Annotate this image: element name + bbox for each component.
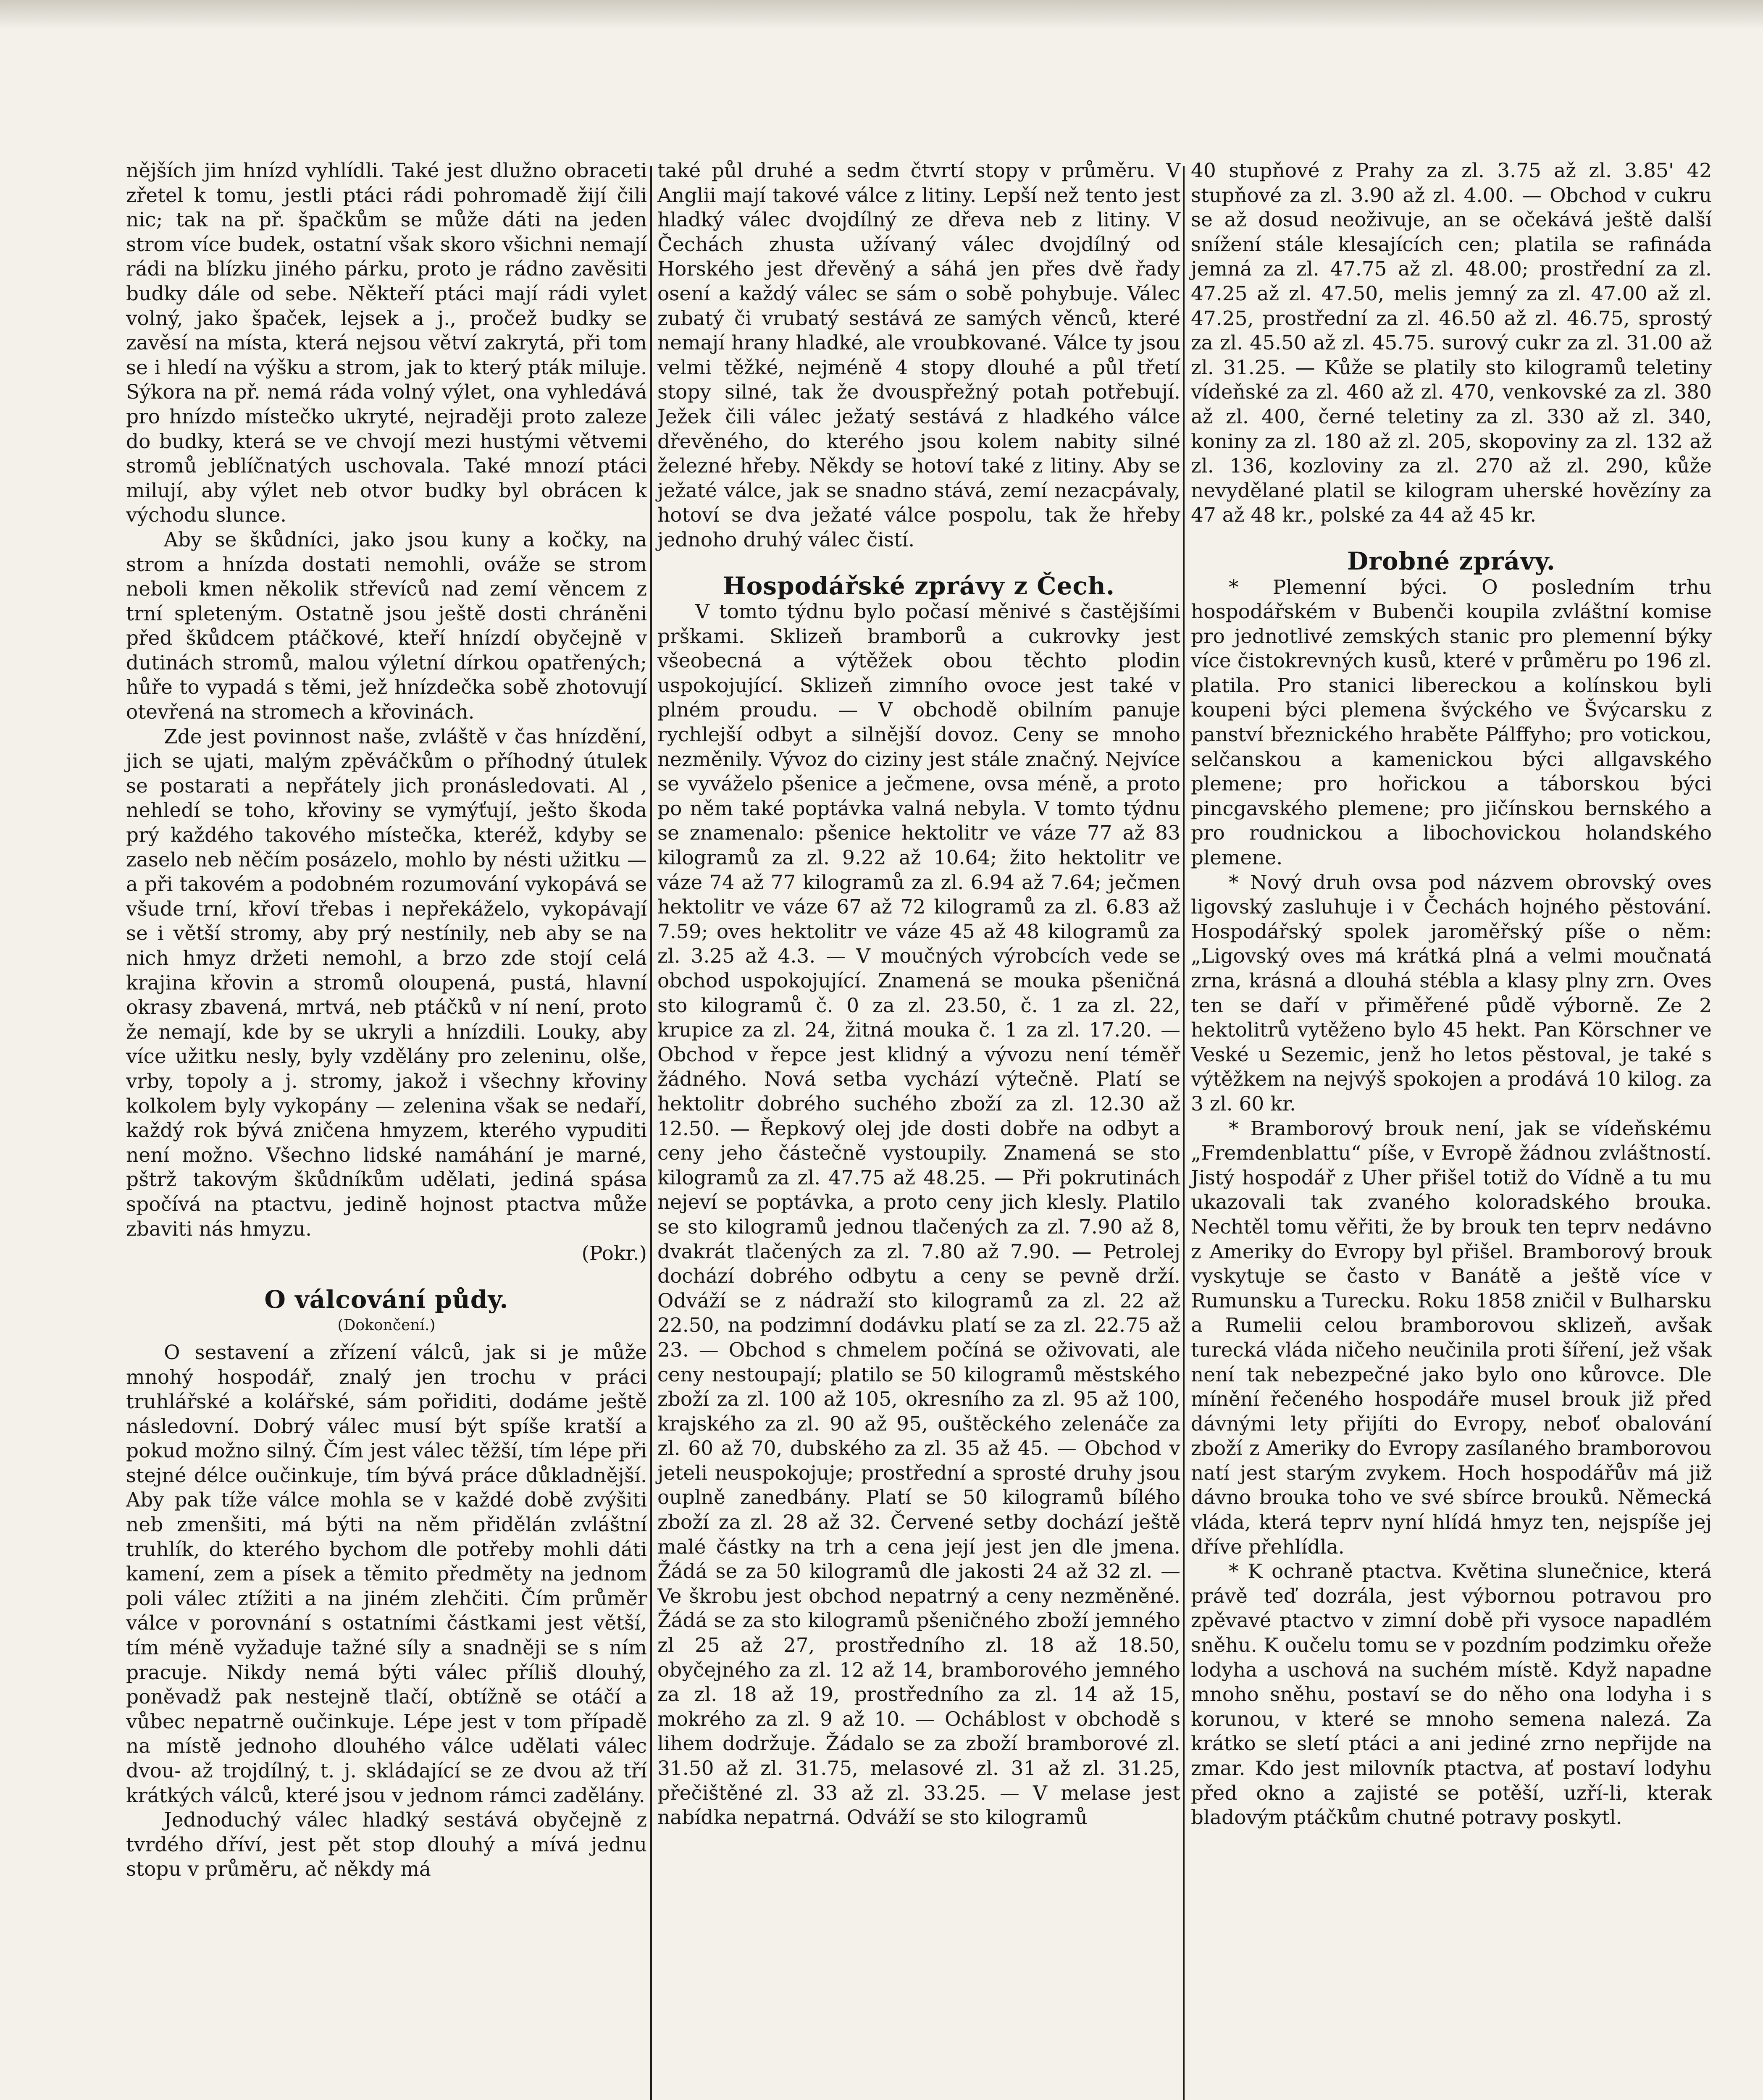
column-divider-2: [1183, 166, 1185, 2100]
continued-note: (Pokr.): [581, 1242, 647, 1265]
article-heading: O válcování půdy.: [264, 1285, 509, 1314]
paragraph: O sestavení a zřízení válců, jak si je může mnohý hospodář, znalý jen trochu v práci truhlářské a kolářské, sám pořiditi, dodáme ještě následovní. Dobrý válec musí být spíše kratší a pokud možno silný. Čím jest válec těžší, tím lépe při stejné délce oučinkuje, tím bývá práce důkladnější. Aby pak tíže válce mohla se v každé době zvýšiti neb zmenšiti, má býti na něm přidělán zvláštní truhlík, do kterého bychom dle potřeby mohli dáti kamení, zem a písek a těmito předměty na jednom poli válec ztížiti a na jiném zlehčiti. Čím průměr válce v porovnání s ostatními částkami jest větší, tím méně vyžaduje tažné síly a snadněji se s ním pracuje. Nikdy nemá býti válec příliš dlouhý, poněvadž pak nestejně tlačí, obtížně se otáčí a vůbec nepatrně oučinkuje. Lépe jest v tom případě na místě jednoho dlouhého válce udělati válec dvou- až trojdílný, t. j. skládající se ze dvou až tří krátkých válců, které jsou v jednom rámci zadělány.: [126, 1341, 647, 1807]
paragraph: Jednoduchý válec hladký sestává obyčejně z tvrdého dříví, jest pět stop dlouhý a mívá jednu stopu v průměru, ač někdy má: [126, 1809, 647, 1881]
paragraph: V tomto týdnu bylo počasí měnivé s častějšími prškami. Sklizeň bramborů a cukrovky jest všeobecná a výtěžek obou těchto plodin uspokojující. Sklizeň zimního ovoce jest také v plném proudu. — V obchodě obilním panuje rychlejší odbyt a silnější dovoz. Ceny se mnoho nezměnily. Vývoz do ciziny jest stále značný. Nejvíce se vyváželo pšenice a ječmene, ovsa méně, a proto po něm také poptávka valná nebyla. V tomto týdnu se znamenalo: pšenice hektolitr ve váze 77 až 83 kilogramů za zl. 9.22 až 10.64; žito hektolitr ve váze 74 až 77 kilogramů za zl. 6.94 až 7.64; ječmen hektolitr ve váze 67 až 72 kilogramů za zl. 6.83 až 7.59; oves hektolitr ve váze 45 až 48 kilogramů za zl. 3.25 až 4.3. — V moučných výrobcích vede se obchod uspokojující. Znamená se mouka pšeničná sto kilogramů č. 0 za zl. 23.50, č. 1 za zl. 22, krupice za zl. 24, žitná mouka č. 1 za zl. 17.20. — Obchod v řepce jest klidný a vývozu není téměř žádného. Nová setba vychází výtečně. Platí se hektolitr dobrého suchého zboží za zl. 12.30 až 12.50. — Řepkový olej jde dosti dobře na odbyt a ceny jeho částečně vystoupily. Znamená se sto kilogramů za zl. 47.75 až 48.25. — Při pokrutinách nejeví se poptávka, a proto ceny jich klesly. Platilo se sto kilogramů jednou tlačených za zl. 7.90 až 8, dvakrát tlačených za zl. 7.80 až 7.90. — Petrolej dochází dobrého odbytu a ceny se pevně drží. Odváží se z nádraží sto kilogramů za zl. 22 až 22.50, na podzimní dodávku platí se za zl. 22.75 až 23. — Obchod s chmelem počíná se oživovati, ale ceny nestoupají; platilo se 50 kilogramů městského zboží za zl. 100 až 105, okresního za zl. 95 až 100, krajského za zl. 90 až 95, ouštěckého zelenáče za zl. 60 až 70, dubského za zl. 35 až 45. — Obchod v jeteli neuspokojuje; prostřední a sprosté druhy jsou ouplně zanedbány. Platí se 50 kilogramů bílého zboží za zl. 28 až 32. Červené setby dochází ještě malé částky na trh a cena její jest jen dle jmena. Žádá se za 50 kilogramů dle jakosti 24 až 32 zl. — Ve škrobu jest obchod nepatrný a ceny nezměněné. Žádá se za sto kilogramů pšeničného zboží jemného zl 25 až 27, prostředního zl. 18 až 18.50, obyčejného za zl. 12 až 14, bramborového jemného za zl. 18 až 19, prostředního za zl. 14 až 15, mokrého za zl. 9 až 10. — Ocháblost v obchodě s lihem dodržuje. Žádalo se za zboží bramborové zl. 31.50 až zl. 31.75, melasové zl. 31 až zl. 31.25, přečištěné zl. 33 až zl. 33.25. — V melase jest nabídka nepatrná. Odváží se sto kilogramů: [657, 600, 1180, 1830]
paragraph: * Plemenní býci. O posledním trhu hospodářském v Bubenči koupila zvláštní komise pro jednotlivé zemských stanic pro plemenní býky více čistokrevných kusů, které v průměru po 196 zl. platila. Pro stanici libereckou a kolínskou byli koupeni býci plemena švýckého ve Švýcarsku z panství březnického hraběte Pálffyho; pro votickou, selčanskou a kamenickou býci allgavského plemene; pro hořickou a táborskou býci pincgavského plemene; pro jičínskou bernského a pro roudnickou a libochovickou holandského plemene.: [1191, 575, 1712, 870]
paragraph: nějších jim hnízd vyhlídli. Také jest dlužno obraceti zřetel k tomu, jestli ptáci rádi pohromadě žijí čili nic; tak na př. špačkům se může dáti na jeden strom více budek, ostatní však skoro všichni nemají rádi na blízku jiného párku, proto je rádno zavěsiti budky dále od sebe. Někteří ptáci mají rádi vylet volný, jako špaček, lejsek a j., pročež budky se zavěsí na místa, která nejsou větví zakrytá, při tom se i hledí na výšku a strom, jak to který pták miluje. Sýkora na př. nemá ráda volný výlet, ona vyhledává pro hnízdo místečko ukryté, nejraději proto zaleze do budky, která se ve chvojí mezi hustými větvemi stromů jeblíčnatých uschovala. Také mnozí ptáci milují, aby výlet neb otvor budky byl obrácen k východu slunce.: [126, 159, 647, 527]
article-subheading: (Dokončení.): [337, 1317, 436, 1334]
article-heading: Drobné zprávy.: [1347, 546, 1555, 575]
paragraph: Aby se škůdníci, jako jsou kuny a kočky, na strom a hnízda dostati nemohli, ováže se strom neboli kmen několik střevíců nad zemí věncem z trní spleteným. Ostatně jsou ještě dosti chráněni před škůdcem ptáčkové, kteří hnízdí obyčejně v dutinách stromů, malou výletní dírkou opatřených; hůře to vypadá s těmi, jež hnízdečka sobě zhotovují otevřená na stromech a křovinách.: [126, 528, 647, 724]
article-heading: Hospodářské zprávy z Čech.: [723, 571, 1115, 600]
column-3: [1191, 159, 1712, 1830]
paragraph: také půl druhé a sedm čtvrtí stopy v průměru. V Anglii mají takové válce z litiny. Lepší než tento jest hladký válec dvojdílný ze dřeva neb z litiny. V Čechách zhusta užívaný válec dvojdílný od Horského jest dřevěný a sáhá jen přes dvě řady osení a každý válec se sám o sobě pohybuje. Válec zubatý či vrubatý sestává ze samých věnců, které nemají hrany hladké, ale vroubkované. Válce ty jsou velmi těžké, nejméně 4 stopy dlouhé a půl třetí stopy silné, tak že dvouspřežný potah potřebují. Ježek čili válec ježatý sestává z hladkého válce dřevěného, do kterého jsou kolem nabity silné železné hřeby. Někdy se hotoví také z litiny. Aby se ježaté válce, jak se snadno stává, zemí nezacpávaly, hotoví se dva ježaté válce pospolu, tak že hřeby jednoho druhý válec čistí.: [657, 159, 1180, 551]
page-edge: [0, 0, 1763, 29]
column-2: [657, 159, 1180, 1830]
paragraph: 40 stupňové z Prahy za zl. 3.75 až zl. 3.85' 42 stupňové za zl. 3.90 až zl. 4.00. — Obchod v cukru se až dosud neoživuje, an se očekává ještě další snížení stále klesajících cen; platila se rafináda jemná za zl. 47.75 až zl. 48.00; prostřední za zl. 47.25 až zl. 47.50, melis jemný za zl. 47.00 až zl. 47.25, prostřední za zl. 46.50 až zl. 46.75, sprostý za zl. 45.50 až zl. 45.75. surový cukr za zl. 31.00 až zl. 31.25. — Kůže se platily sto kilogramů teletiny vídeňské za zl. 460 až zl. 470, venkovské za zl. 380 až zl. 400, černé teletiny za zl. 330 až zl. 340, koniny za zl. 180 až zl. 205, skopoviny za zl. 132 až zl. 136, kozloviny za zl. 270 až zl. 290, kůže nevydělané platil se kilogram uherské hovězíny za 47 až 48 kr., polské za 44 až 45 kr.: [1191, 159, 1712, 527]
paragraph: * K ochraně ptactva. Květina slunečnice, která právě teď dozrála, jest výbornou potravou pro zpěvavé ptactvo v zimní době při vysoce napadlém sněhu. K oučelu tomu se v pozdním podzimku ořeže lodyha a uschová na suchém místě. Když napadne mnoho sněhu, postaví se do něho ona lodyha i s korunou, v které se mnoho semena nalezá. Za krátko se sletí ptáci a ani jediné zrno nepřijde na zmar. Kdo jest milovník ptactva, ať postaví lodyhu před okno a zajisté se potěší, uzří-li, kterak bladovým ptáčkům chutné potravy poskytl.: [1191, 1560, 1712, 1830]
paragraph: Zde jest povinnost naše, zvláště v čas hnízdění, jich se ujati, malým zpěváčkům o příhodný útulek se postarati a nepřátely jich pronásledovati. Al , nehledí se toho, křoviny se vymýťují, ješto škoda prý každého takového místečka, kteréž, kdyby se zaselo neb něčím posázelo, mohlo by nésti užitku — a při takovém a podobném rozumování vykopává se všude trní, křoví třebas i nepřekáželo, vykopávají se i větší stromy, aby prý nestínily, neb aby se na nich hmyz držeti nemohl, a brzo zde stojí celá krajina křovin a stromů oloupená, pustá, hlavní okrasy zbavená, mrtvá, neb ptáčků v ní není, proto že nemají, kde by se ukryli a hnízdili. Louky, aby více užitku nesly, byly vzdělány pro zeleninu, olše, vrby, topoly a j. stromy, jakož i všechny křoviny kolkolem byly vykopány — zelenina však se nedaří, každý rok bývá zničena hmyzem, kterého vypuditi není možno. Všechno lidské namáhání je marné, pštrž takovým škůdníkům udělati, jediná spása spočívá na ptactvu, jedině hojnost ptactva může zbaviti nás hmyzu.: [126, 725, 647, 1241]
column-1: [126, 159, 647, 1882]
paragraph: * Nový druh ovsa pod názvem obrovský oves ligovský zasluhuje i v Čechách hojného pěstování. Hospodářský spolek jaroměřský píše o něm: „Ligovský oves má krátká plná a velmi moučnatá zrna, krásná a dlouhá stébla a klasy plny zrn. Oves ten se daří v přiměřené půdě výborně. Ze 2 hektolitrů vytěženo bylo 45 hekt. Pan Körschner ve Veské u Sezemic, jenž ho letos pěstoval, je také s výtěžkem na nejvýš spokojen a prodává 10 kilog. za 3 zl. 60 kr.: [1191, 871, 1712, 1116]
paragraph: * Bramborový brouk není, jak se vídeňskému „Fremdenblattu“ píše, v Evropě žádnou zvláštností. Jistý hospodář z Uher přišel totiž do Vídně a tu mu ukazovali tak zvaného koloradského brouka. Nechtěl tomu věřiti, že by brouk ten teprv nedávno z Ameriky do Evropy byl přišel. Bramborový brouk vyskytuje se často v Banátě a ještě více v Rumunsku a Turecku. Roku 1858 zničil v Bulharsku a Rumelii celou bramborovou sklizeň, avšak turecká vláda ničeho neučinila proti šíření, jež však není tak nebezpečné jako bylo ono kůrovce. Dle mínění řečeného hospodáře musel brouk již před dávnými lety přijíti do Evropy, neboť obalování zboží z Ameriky do Evropy zasílaného bramborovou natí jest starým zvykem. Hoch hospodářův má již dávno brouka toho ve své sbírce brouků. Německá vláda, která teprv nyní hlídá hmyz ten, nejspíše jej dříve přehlídla.: [1191, 1117, 1712, 1559]
column-divider-1: [650, 166, 652, 2100]
